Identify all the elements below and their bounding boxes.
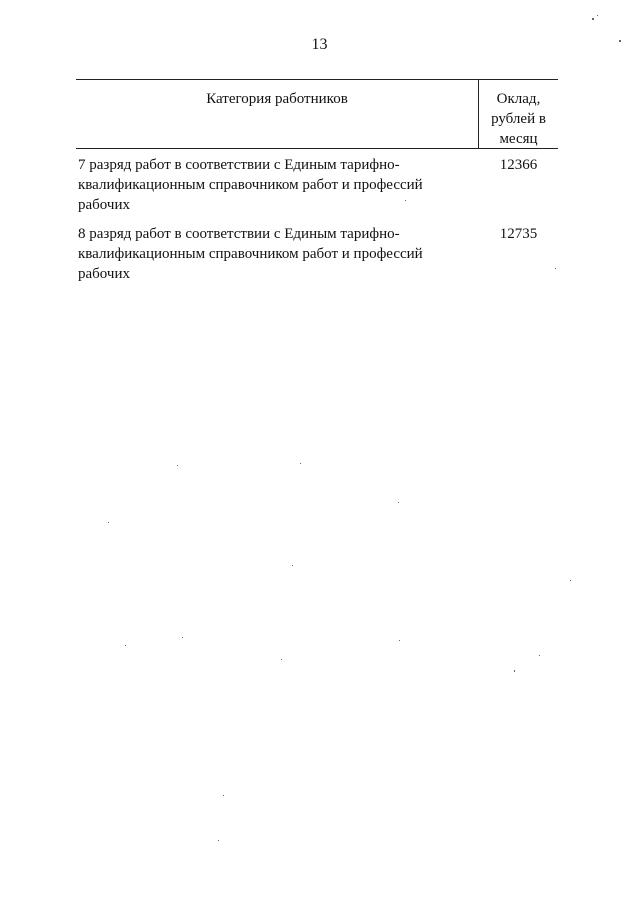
scan-speck (592, 18, 594, 20)
table-row (76, 224, 558, 284)
row-category (76, 224, 479, 284)
row-salary: 12366 (499, 157, 538, 173)
scan-speck (514, 670, 515, 672)
scan-speck (108, 522, 109, 523)
header-salary-line: месяц (499, 131, 538, 147)
scan-speck (399, 640, 400, 641)
row-category-line: 7 разряд работ в соответствии с Единым тарифно- (78, 157, 400, 173)
table-row (76, 155, 558, 215)
scan-speck (125, 645, 126, 646)
row-category-line: 8 разряд работ в соответствии с Единым тарифно- (78, 226, 400, 242)
header-category: Категория работников (76, 80, 479, 148)
scan-speck (597, 15, 598, 16)
scan-speck (292, 565, 293, 566)
scan-speck (555, 268, 556, 269)
scan-speck (405, 200, 406, 201)
scan-speck (182, 637, 183, 638)
scan-speck (570, 580, 571, 581)
scan-speck (218, 840, 219, 841)
page-number: 13 (311, 36, 328, 53)
header-salary-line: Оклад, (496, 91, 541, 107)
row-salary: 12735 (499, 226, 538, 242)
scan-speck (300, 463, 301, 464)
row-category (76, 155, 479, 215)
salary-table (76, 79, 558, 284)
scan-speck (177, 465, 178, 466)
scan-speck (281, 659, 282, 660)
scan-speck (223, 795, 224, 796)
table-header (76, 79, 558, 149)
row-category-line: квалификационным справочником работ и профессий (78, 177, 423, 193)
row-category-line: рабочих (78, 266, 130, 282)
header-salary (479, 80, 558, 148)
scan-speck (619, 40, 621, 42)
scan-speck (539, 655, 540, 656)
scan-speck (398, 502, 399, 503)
header-salary-line: рублей в (491, 111, 546, 127)
row-category-line: рабочих (78, 197, 130, 213)
row-category-line: квалификационным справочником работ и профессий (78, 246, 423, 262)
